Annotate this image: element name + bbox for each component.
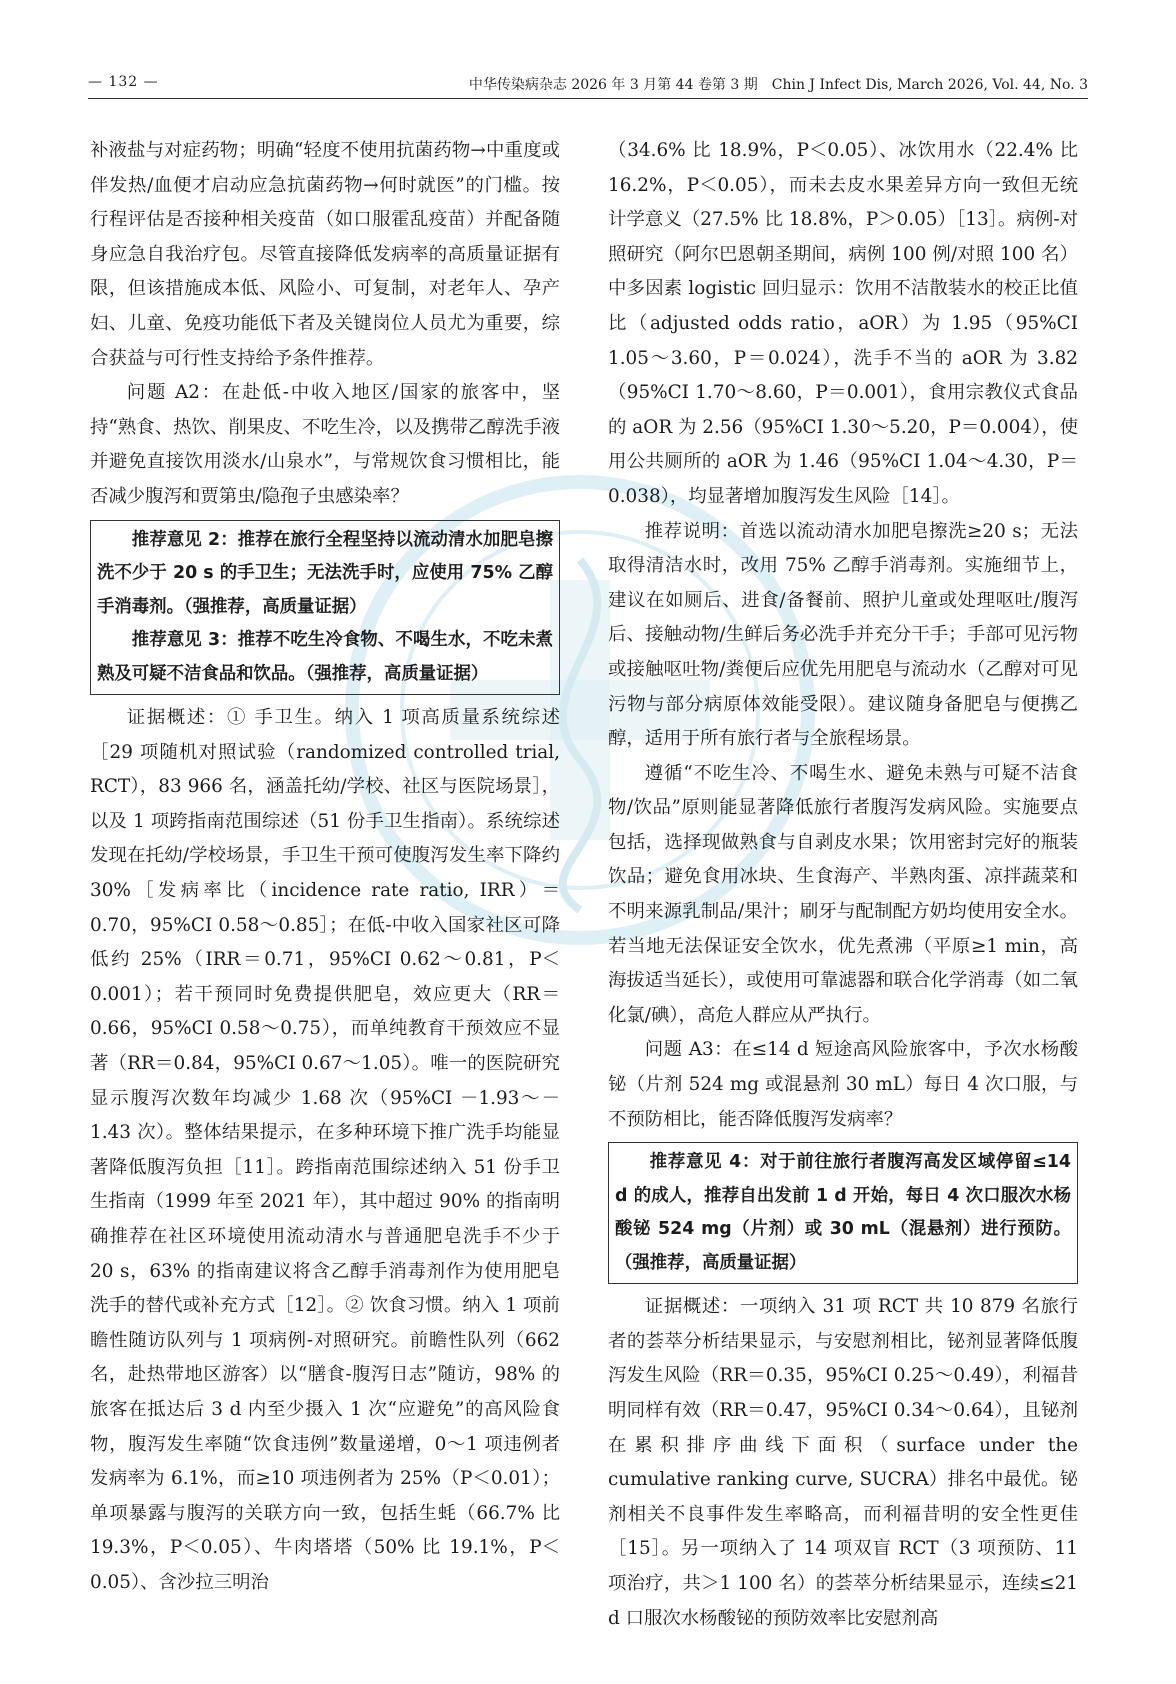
right-column [608,134,1078,1636]
evidence-summary: 证据概述：① 手卫生。纳入 1 项高质量系统综述［29 项随机对照试验（randomized controlled trial, RCT），83 966 名，涵盖托幼/学校、社区与医院场景］，以及 1 项跨指南范围综述（51 份手卫生指南）。系统综述发现在托幼/学校场景，手卫生干预可使腹泻发生率下降约 30%［发病率比（incidence rate ratio, IRR）＝0.70，95%CI 0.58～0.85］；在低-中收入国家社区可降低约 25%（IRR＝0.71，95%CI 0.62～0.81，P＜0.001）；若干预同时免费提供肥皂，效应更大（RR＝0.66，95%CI 0.58～0.75），而单纯教育干预效应不显著（RR＝0.84，95%CI 0.67～1.05）。唯一的医院研究显示腹泻次数年均减少 1.68 次（95%CI －1.93～－1.43 次）。整体结果提示，在多种环境下推广洗手均能显著降低腹泻负担［11］。跨指南范围综述纳入 51 份手卫生指南（1999 年至 2021 年），其中超过 90% 的指南明确推荐在社区环境使用流动清水与普通肥皂洗手不少于 20 s，63% 的指南建议将含乙醇手消毒剂作为使用肥皂洗手的替代或补充方式［12］。② 饮食习惯。纳入 1 项前瞻性随访队列与 1 项病例-对照研究。前瞻性队列（662 名，赴热带地区游客）以“膳食-腹泻日志”随访，98% 的旅客在抵达后 3 d 内至少摄入 1 次“应避免”的高风险食物，腹泻发生率随“饮食违例”数量递增，0～1 项违例者发病率为 6.1%，而≥10 项违例者为 25%（P＜0.01）；单项暴露与腹泻的关联方向一致，包括生蚝（66.7% 比 19.3%，P＜0.05）、牛肉塔塔（50% 比 19.1%，P＜0.05）、含沙拉三明治 [90,707,560,1593]
running-header [88,72,1088,99]
journal-citation: 中华传染病杂志 2026 年 3 月第 44 卷第 3 期 Chin J Infect Dis, March 2026, Vol. 44, No. 3 [468,77,1088,93]
question-a3: 问题 A3：在≤14 d 短途高风险旅客中，予次水杨酸铋（片剂 524 mg 或混悬剂 30 mL）每日 4 次口服，与不预防相比，能否降低腹泻发病率？ [608,1039,1078,1130]
recommendation-4: 推荐意见 4：对于前往旅行者腹泻高发区域停留≤14 d 的成人，推荐自出发前 1 d 开始，每日 4 次口服次水杨酸铋 524 mg（片剂）或 30 mL（混悬剂）进行预防。（强推荐，高质量证据） [615,1152,1071,1273]
body-paragraph: 遵循“不吃生冷、不喝生水、避免未熟与可疑不洁食物/饮品”原则能显著降低旅行者腹泻发病风险。实施要点包括，选择现做熟食与自剥皮水果；饮用密封完好的瓶装饮品；避免食用冰块、生食海产、半熟肉蛋、凉拌蔬菜和不明来源乳制品/果汁；刷牙与配制配方奶均使用安全水。若当地无法保证安全饮水，优先煮沸（平原≥1 min，高海拔适当延长），或使用可靠滤器和联合化学消毒（如二氧化氯/碘），高危人群应从严执行。 [608,762,1078,1026]
recommendation-note: 推荐说明：首选以流动清水加肥皂擦洗≥20 s；无法取得清洁水时，改用 75% 乙醇手消毒剂。实施细节上，建议在如厕后、进食/备餐前、照护儿童或处理呕吐/腹泻后、接触动物/生鲜后务必洗手并充分干手；手部可见污物或接触呕吐物/粪便后应优先用肥皂与流动水（乙醇对可见污物与部分病原体效能受限）。建议随身备肥皂与便携乙醇，适用于所有旅行者与全旅程场景。 [608,520,1078,750]
body-paragraph: 补液盐与对症药物；明确“轻度不使用抗菌药物→中重度或伴发热/血便才启动应急抗菌药物→何时就医”的门槛。按行程评估是否接种相关疫苗（如口服霍乱疫苗）并配备随身应急自我治疗包。尽管直接降低发病率的高质量证据有限，但该措施成本低、风险小、可复制，对老年人、孕产妇、儿童、免疫功能低下者及关键岗位人员尤为重要，综合获益与可行性支持给予条件推荐。 [90,140,560,369]
recommendation-box [90,520,560,696]
recommendation-2: 推荐意见 2：推荐在旅行全程坚持以流动清水加肥皂擦洗不少于 20 s 的手卫生；无法洗手时，应使用 75% 乙醇手消毒剂。（强推荐，高质量证据） [97,529,553,617]
recommendation-3: 推荐意见 3：推荐不吃生冷食物、不喝生水，不吃未煮熟及可疑不洁食品和饮品。（强推荐，高质量证据） [97,630,553,684]
question-a2: 问题 A2：在赴低-中收入地区/国家的旅客中，坚持“熟食、热饮、削果皮、不吃生冷，以及携带乙醇洗手液并避免直接饮用淡水/山泉水”，与常规饮食习惯相比，能否减少腹泻和贾第虫/隐孢子虫感染率？ [90,382,560,507]
left-column [90,134,560,1600]
evidence-summary: 证据概述：一项纳入 31 项 RCT 共 10 879 名旅行者的荟萃分析结果显示，与安慰剂相比，铋剂显著降低腹泻发生风险（RR＝0.35，95%CI 0.25～0.49），利福昔明同样有效（RR＝0.47，95%CI 0.34～0.64），且铋剂在累积排序曲线下面积（surface under the cumulative ranking curve, SUCRA）排名中最优。铋剂相关不良事件发生率略高，而利福昔明的安全性更佳［15］。另一项纳入了 14 项双盲 RCT（3 项预防、11 项治疗，共＞1 100 名）的荟萃分析结果显示，连续≤21 d 口服次水杨酸铋的预防效率比安慰剂高 [608,1296,1078,1629]
body-paragraph: （34.6% 比 18.9%，P＜0.05）、冰饮用水（22.4% 比 16.2%，P＜0.05），而未去皮水果差异方向一致但无统计学意义（27.5% 比 18.8%，P＞0.05）［13］。病例-对照研究（阿尔巴恩朝圣期间，病例 100 例/对照 100 名）中多因素 logistic 回归显示：饮用不洁散装水的校正比值比（adjusted odds ratio，aOR）为 1.95（95%CI 1.05～3.60，P＝0.024），洗手不当的 aOR 为 3.82（95%CI 1.70～8.60，P＝0.001），食用宗教仪式食品的 aOR 为 2.56（95%CI 1.30～5.20，P＝0.004），使用公共厕所的 aOR 为 1.46（95%CI 1.04～4.30，P＝0.038），均显著增加腹泻发生风险［14］。 [608,140,1078,507]
page-number: — 132 — [88,74,159,90]
recommendation-box [608,1142,1078,1284]
